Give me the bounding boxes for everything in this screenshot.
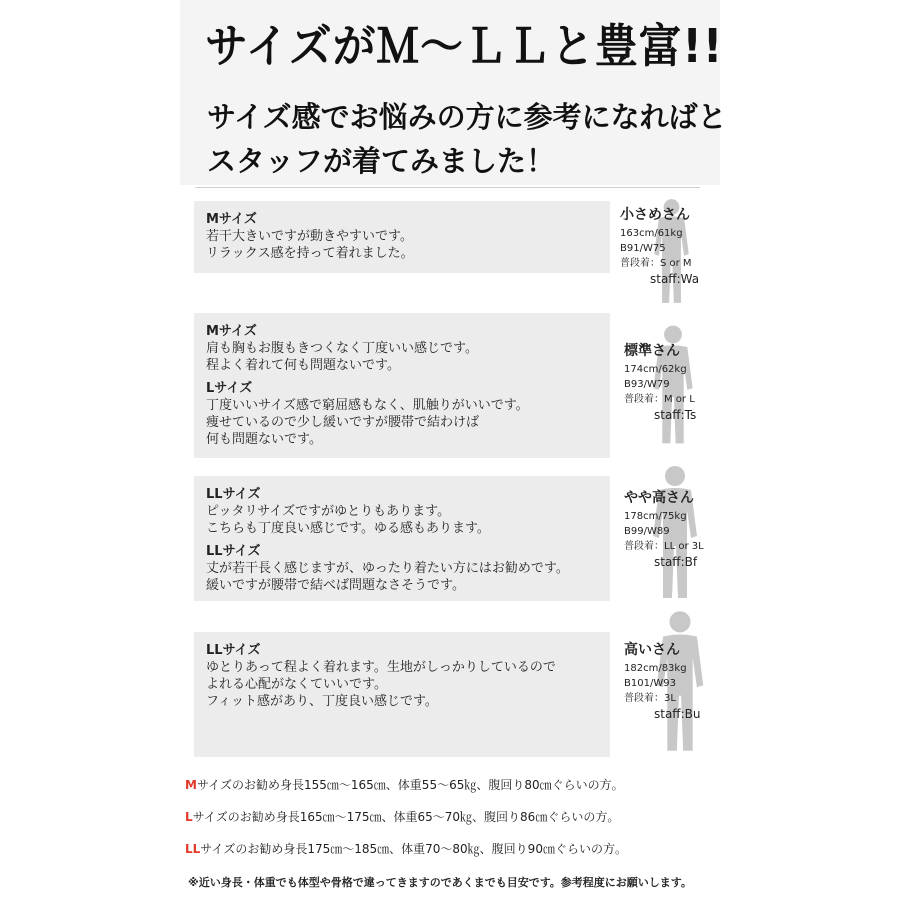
person-bust-waist: B93/W79 — [624, 379, 670, 390]
review-line: ゆとりあって程よく着れます。生地がしっかりしているので — [206, 660, 556, 675]
person-bust-waist: B101/W93 — [624, 678, 676, 689]
person-bust-waist: B91/W75 — [620, 243, 666, 254]
person-info-2 — [624, 341, 696, 423]
review-heading: Mサイズ — [206, 212, 257, 227]
subtitle — [207, 95, 727, 183]
review-line: 肩も胸もお腹もきつくなく丁度いい感じです。 — [206, 341, 478, 356]
review-heading: LLサイズ — [206, 487, 261, 502]
review-line: 若干大きいですが動きやすいです。 — [206, 229, 413, 244]
review-line: 丁度いいサイズ感で窮屈感もなく、肌触りがいいです。 — [206, 398, 529, 413]
disclaimer-note: ※近い身長・体重でも体型や骨格で違ってきますのであくまでも目安です。参考程度にお願いします。 — [188, 876, 692, 889]
subtitle-line-2: スタッフが着てみました！ — [207, 144, 556, 178]
person-usual-size: 普段着：LL or 3L — [624, 541, 704, 552]
review-line: 緩いですが腰帯で結べば問題なさそうです。 — [206, 578, 465, 593]
person-name: 小さめさん — [620, 207, 690, 223]
review-box-1 — [194, 201, 610, 273]
review-line: 痩せているので少し緩いですが腰帯で結わけば — [206, 415, 480, 430]
review-box-2 — [194, 313, 610, 458]
person-info-3 — [624, 488, 704, 570]
page-title: サイズがＭ～ＬＬと豊富!! — [205, 19, 724, 73]
person-height-weight: 163cm/61kg — [620, 228, 683, 239]
person-info-1 — [620, 205, 699, 287]
person-bust-waist: B99/W89 — [624, 526, 670, 537]
person-name: 高いさん — [624, 642, 680, 658]
person-staff: staff:Wa — [650, 272, 700, 286]
review-line: 何も問題ないです。 — [206, 432, 322, 447]
recommendation-size: LL — [185, 842, 201, 856]
review-box-3 — [194, 476, 610, 601]
person-staff: staff:Bu — [654, 707, 701, 721]
person-usual-size: 普段着：3L — [624, 693, 676, 704]
review-line: フィット感があり、丁度良い感じです。 — [206, 694, 438, 709]
review-heading: LLサイズ — [206, 544, 261, 559]
divider — [195, 187, 700, 188]
recommendation-text: サイズのお勧め身長165㎝～175㎝、体重65～70㎏、腹回り86㎝ぐらいの方。 — [192, 810, 620, 824]
review-line: よれる心配がなくていいです。 — [206, 677, 387, 692]
person-usual-size: 普段着：M or L — [624, 394, 695, 405]
review-box-4 — [194, 632, 610, 757]
recommendation-text: サイズのお勧め身長155㎝～165㎝、体重55～65㎏、腹回り80㎝ぐらいの方。 — [196, 778, 624, 792]
review-heading: Mサイズ — [206, 324, 257, 339]
recommendation-ll — [185, 840, 627, 857]
recommendation-size: L — [185, 810, 193, 824]
subtitle-line-1: サイズ感でお悩みの方に参考になればと — [207, 100, 727, 134]
review-heading: LLサイズ — [206, 643, 261, 658]
person-height-weight: 174cm/62kg — [624, 364, 687, 375]
person-height-weight: 178cm/75kg — [624, 511, 687, 522]
person-name: 標準さん — [624, 343, 680, 359]
recommendation-m — [185, 776, 624, 793]
recommendation-size: M — [185, 778, 197, 792]
person-info-4 — [624, 640, 700, 722]
person-height-weight: 182cm/83kg — [624, 663, 687, 674]
review-line: 程よく着れて何も問題ないです。 — [206, 358, 400, 373]
review-line: 丈が若干長く感じますが、ゆったり着たい方にはお勧めです。 — [206, 561, 569, 576]
review-line: ピッタリサイズですがゆとりもあります。 — [206, 504, 451, 519]
recommendation-l — [185, 808, 619, 825]
person-staff: staff:Bf — [654, 555, 698, 569]
review-line: こちらも丁度良い感じです。ゆる感もあります。 — [206, 521, 490, 536]
review-heading: Lサイズ — [206, 381, 253, 396]
person-name: やや高さん — [624, 490, 694, 506]
recommendation-text: サイズのお勧め身長175㎝～185㎝、体重70～80㎏、腹回り90㎝ぐらいの方。 — [200, 842, 627, 856]
person-staff: staff:Ts — [654, 408, 697, 422]
person-usual-size: 普段着：S or M — [620, 258, 692, 269]
review-line: リラックス感を持って着れました。 — [206, 246, 414, 261]
